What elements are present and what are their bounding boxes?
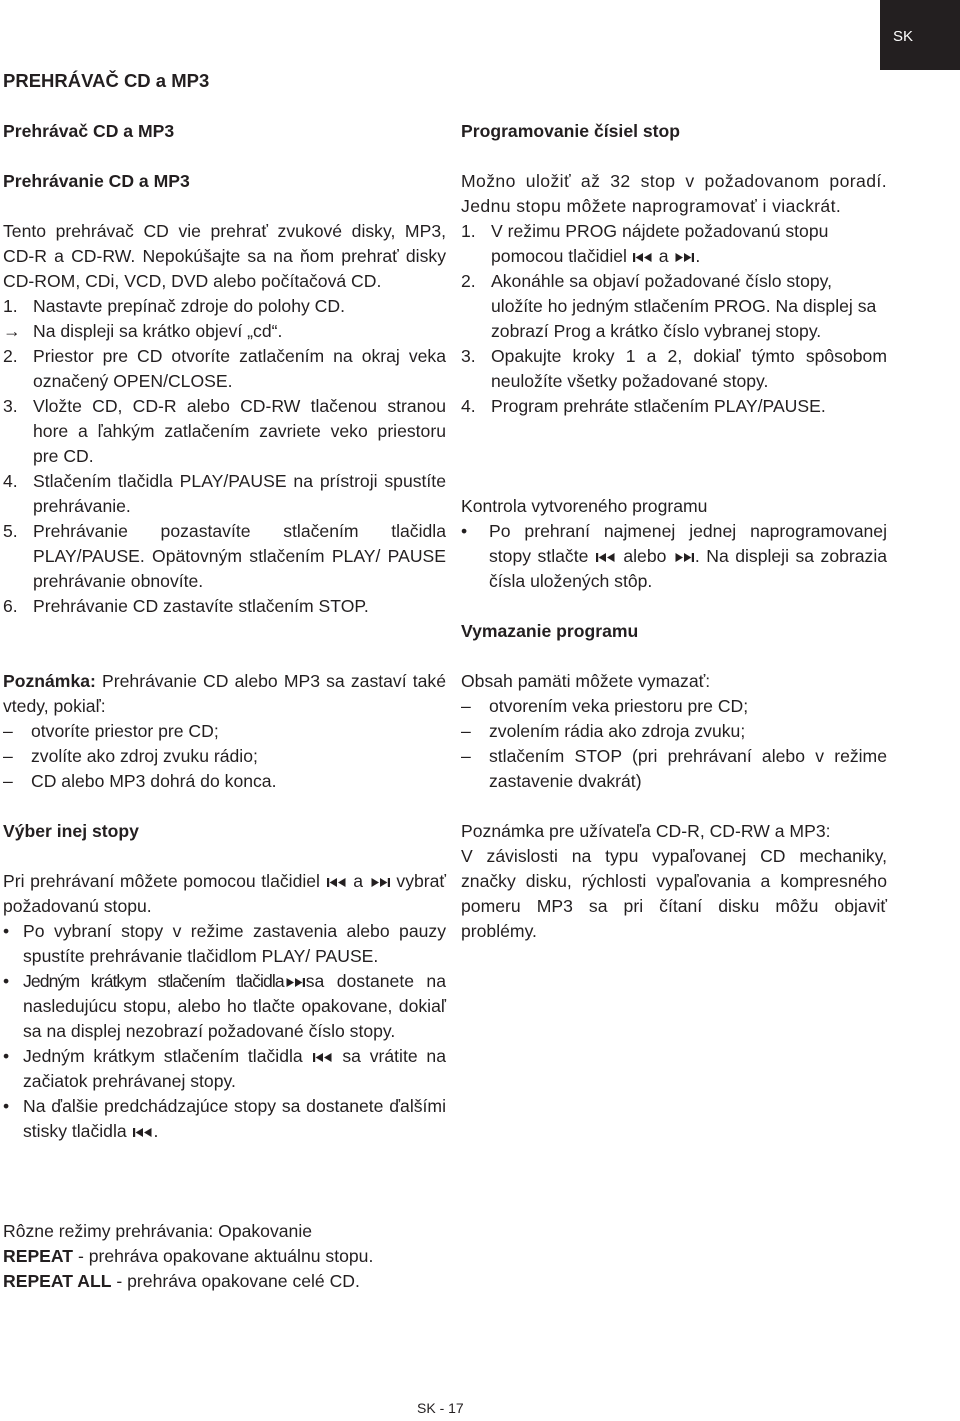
- programming-title: Programovanie čísiel stop: [461, 121, 681, 141]
- cdr-note-title: Poznámka pre užívateľa CD-R, CD-RW a MP3:: [461, 821, 831, 841]
- note-item: – otvoríte priestor pre CD;: [3, 721, 219, 741]
- page-title: PREHRÁVAČ CD a MP3: [3, 70, 210, 91]
- note-item: – CD alebo MP3 dohrá do konca.: [3, 771, 277, 791]
- skip-forward-icon: [284, 977, 306, 988]
- play-modes-intro: Rôzne režimy prehrávania: Opakovanie: [3, 1221, 313, 1241]
- clear-item: – zvolením rádia ako zdroja zvuku;: [461, 721, 746, 741]
- track-bullet-4: • Na ďalšie predchádzajúce stopy sa dostanete ďalšími stisky tlačidla .: [3, 1096, 446, 1141]
- repeat-line: REPEAT - prehráva opakovane aktuálnu stopu.: [3, 1246, 374, 1266]
- cdr-note-text: V závislosti na typu vypaľovanej CD mechaniky, značky disku, rýchlosti vypaľovania a kompresného pomeru MP3 sa pri čítaní disku môžu objaviť problémy.: [461, 846, 887, 941]
- section-title: Prehrávač CD a MP3: [3, 121, 175, 141]
- note-label: Poznámka:: [3, 671, 96, 691]
- step-1: 1. Nastavte prepínač zdroje do polohy CD.: [3, 296, 345, 316]
- step-1-result: → Na displeji sa krátko objeví „cd“.: [3, 319, 446, 344]
- skip-forward-icon: [673, 252, 695, 263]
- clear-program-title: Vymazanie programu: [461, 621, 639, 641]
- track-bullet-3: • Jedným krátkym stlačením tlačidla sa vrátite na začiatok prehrávanej stopy.: [3, 1046, 446, 1091]
- play-modes-section: [3, 1219, 446, 1294]
- prog-step-1: 1. V režimu PROG nájdete požadovanú stopu pomocou tlačidiel a .: [461, 221, 829, 266]
- prog-step-3: 3. Opakujte kroky 1 a 2, dokiaľ týmto spôsobom neuložíte všetky požadované stopy.: [461, 346, 887, 391]
- check-program-section: [461, 494, 887, 594]
- step-6: 6. Prehrávanie CD zastavíte stlačením STOP.: [3, 596, 369, 616]
- track-bullet-2: • Jedným krátkym stlačením tlačidla sa dostanete na nasledujúcu stopu, alebo ho tlačte opakovane, dokiaľ sa na displej nezobrazí požadované číslo stopy.: [3, 971, 446, 1041]
- programming-intro: Možno uložiť až 32 stop v požadovanom poradí. Jednu stopu môžete naprogramovať i viackrát.: [461, 171, 887, 216]
- track-select-section: [3, 869, 446, 1144]
- clear-program-section: [461, 669, 887, 794]
- skip-back-icon: [326, 877, 348, 888]
- clear-item: – otvorením veka priestoru pre CD;: [461, 696, 749, 716]
- step-4: 4. Stlačením tlačidla PLAY/PAUSE na prístroji spustíte prehrávanie.: [3, 471, 446, 516]
- prog-step-4: 4. Program prehráte stlačením PLAY/PAUSE.: [461, 396, 826, 416]
- language-label: SK: [893, 28, 914, 45]
- subsection-title: Prehrávanie CD a MP3: [3, 171, 190, 191]
- track-select-intro: Pri prehrávaní môžete pomocou tlačidiel a vybrať požadovanú stopu.: [3, 871, 447, 916]
- note-item: – zvolíte ako zdroj zvuku rádio;: [3, 746, 258, 766]
- clear-program-intro: Obsah pamäti môžete vymazať:: [461, 671, 711, 691]
- step-5: 5. Prehrávanie pozastavíte stlačením tlačidla PLAY/PAUSE. Opätovným stlačením PLAY/ PAUSE prehrávanie obnovíte.: [3, 521, 446, 591]
- track-bullet-1: • Po vybraní stopy v režime zastavenia alebo pauzy spustíte prehrávanie tlačidlom PLAY/ PAUSE.: [3, 921, 446, 966]
- repeat-all-line: REPEAT ALL - prehráva opakovane celé CD.: [3, 1271, 360, 1291]
- check-program-bullet: • Po prehraní najmenej jednej naprogramovanej stopy stlačte alebo . Na displeji sa zobrazia čísla uložených stôp.: [461, 521, 888, 591]
- page-number: SK - 17: [417, 1400, 464, 1416]
- step-3: 3. Vložte CD, CD-R alebo CD-RW tlačenou stranou hore a ľahkým zatlačením zavriete veko priestoru pre CD.: [3, 396, 446, 466]
- note-paragraph: Poznámka: Prehrávanie CD alebo MP3 sa zastaví také vtedy, pokiaľ:: [3, 671, 447, 716]
- skip-back-icon: [132, 1127, 154, 1138]
- intro-paragraph: Tento prehrávač CD vie prehrať zvukové disky, MP3, CD-R a CD-RW. Nepokúšajte sa na ňom prehrať disky CD-ROM, CDi, VCD, DVD alebo počítačová CD.: [3, 221, 446, 291]
- skip-back-icon: [312, 1052, 334, 1063]
- intro-section: [3, 219, 446, 619]
- skip-back-icon: [632, 252, 654, 263]
- step-2: 2. Priestor pre CD otvoríte zatlačením na okraj veka označený OPEN/CLOSE.: [3, 346, 446, 391]
- track-select-title: Výber inej stopy: [3, 821, 139, 841]
- check-program-title: Kontrola vytvoreného programu: [461, 496, 708, 516]
- skip-back-icon: [595, 552, 617, 563]
- skip-forward-icon: [369, 877, 391, 888]
- arrow-icon: →: [3, 321, 21, 341]
- skip-forward-icon: [673, 552, 695, 563]
- cdr-note-section: [461, 819, 887, 944]
- programming-section: [461, 169, 887, 419]
- prog-step-2: 2. Akonáhle sa objaví požadované číslo stopy, uložíte ho jedným stlačením PROG. Na displej sa zobrazí Prog a krátko číslo vybranej stopy.: [461, 271, 877, 341]
- language-tab: [880, 0, 960, 70]
- note-section: [3, 669, 446, 794]
- clear-item: – stlačením STOP (pri prehrávaní alebo v režime zastavenie dvakrát): [461, 746, 887, 791]
